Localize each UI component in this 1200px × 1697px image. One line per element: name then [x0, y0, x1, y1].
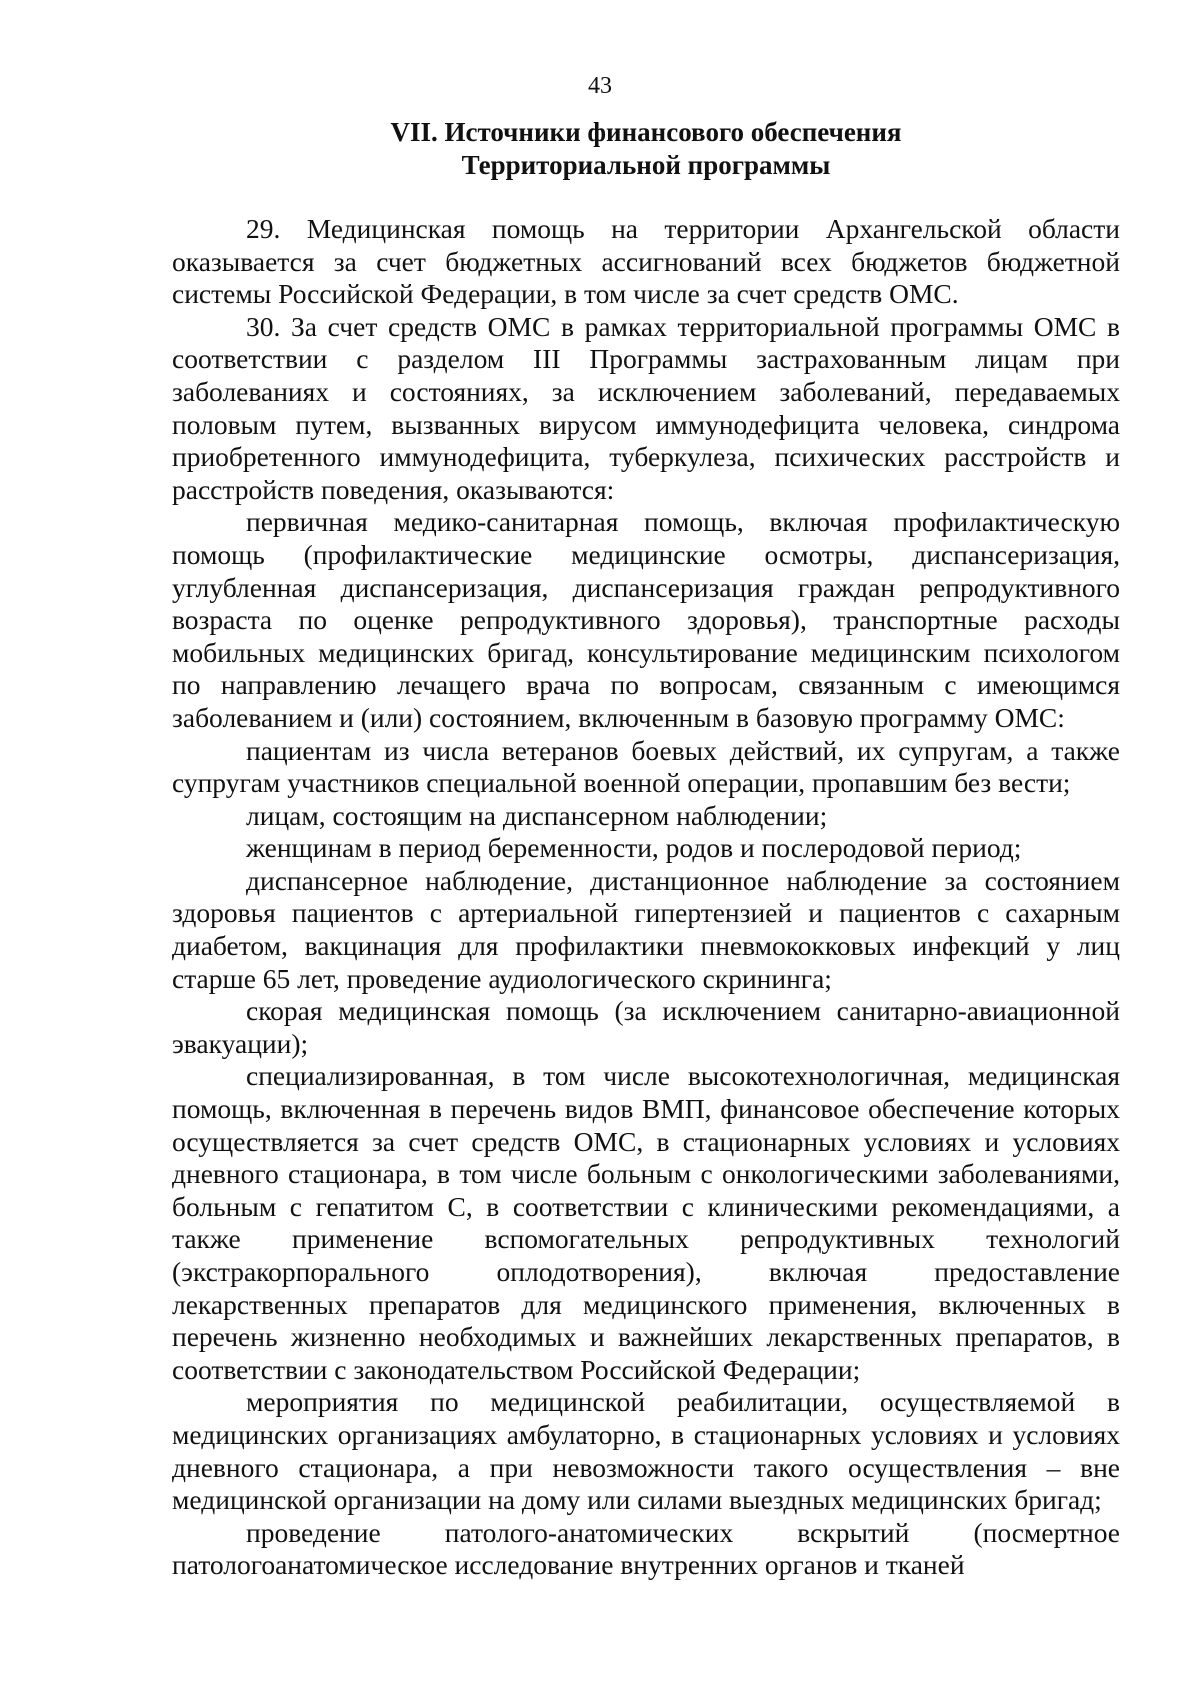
- paragraph-emergency-care: скорая медицинская помощь (за исключением санитарно-авиационной эвакуации);: [172, 995, 1120, 1059]
- paragraph-29: 29. Медицинская помощь на территории Архангельской области оказывается за счет бюджетных ассигнований всех бюджетов бюджетной системы Российской Федерации, в том числе за счет средств ОМС.: [172, 213, 1120, 310]
- paragraph-dispensary-observation: диспансерное наблюдение, дистанционное наблюдение за состоянием здоровья пациентов с артериальной гипертензией и пациентов с сахарным диабетом, вакцинация для профилактики пневмококковых инфекций у лиц старше 65 лет, проведение аудиологического скрининга;: [172, 864, 1120, 994]
- body-text: [172, 213, 1120, 1582]
- page-number: 43: [588, 73, 612, 99]
- paragraph-primary-care: первичная медико-санитарная помощь, включая профилактическую помощь (профилактические медицинские осмотры, диспансеризация, углубленная диспансеризация, диспансеризация граждан репродуктивного возраста по оценке репродуктивного здоровья), транспортные расходы мобильных медицинских бригад, консультирование медицинским психологом по направлению лечащего врача по вопросам, связанным с имеющимся заболеванием и (или) состоянием, включенным в базовую программу ОМС:: [172, 506, 1120, 733]
- paragraph-specialized-care: специализированная, в том числе высокотехнологичная, медицинская помощь, включенная в перечень видов ВМП, финансовое обеспечение которых осуществляется за счет средств ОМС, в стационарных условиях и условиях дневного стационара, в том числе больным с онкологическими заболеваниями, больным с гепатитом С, в соответствии с клиническими рекомендациями, а также применение вспомогательных репродуктивных технологий (экстракорпорального оплодотворения), включая предоставление лекарственных препаратов для медицинского применения, включенных в перечень жизненно необходимых и важнейших лекарственных препаратов, в соответствии с законодательством Российской Федерации;: [172, 1060, 1120, 1385]
- section-title: [172, 116, 1120, 182]
- paragraph-dispensary-persons: лицам, состоящим на диспансерном наблюдении;: [246, 799, 828, 831]
- section-title-line-1: VII. Источники финансового обеспечения: [390, 117, 902, 147]
- paragraph-veterans: пациентам из числа ветеранов боевых действий, их супругам, а также супругам участников специальной военной операции, пропавшим без вести;: [172, 734, 1120, 799]
- paragraph-30: 30. За счет средств ОМС в рамках территориальной программы ОМС в соответствии с разделом III Программы застрахованным лицам при заболеваниях и состояниях, за исключением заболеваний, передаваемых половым путем, вызванных вирусом иммунодефицита человека, синдрома приобретенного иммунодефицита, туберкулеза, психических расстройств и расстройств поведения, оказываются:: [172, 310, 1120, 505]
- paragraph-pregnancy: женщинам в период беременности, родов и послеродовой период;: [246, 832, 1022, 864]
- paragraph-autopsies: проведение патолого-анатомических вскрытий (посмертное патологоанатомическое исследование внутренних органов и тканей: [172, 1516, 1120, 1581]
- paragraph-rehabilitation: мероприятия по медицинской реабилитации, осуществляемой в медицинских организациях амбулаторно, в стационарных условиях и условиях дневного стационара, а при невозможности такого осуществления – вне медицинской организации на дому или силами выездных медицинских бригад;: [172, 1386, 1120, 1516]
- section-title-line-2: Территориальной программы: [461, 150, 831, 180]
